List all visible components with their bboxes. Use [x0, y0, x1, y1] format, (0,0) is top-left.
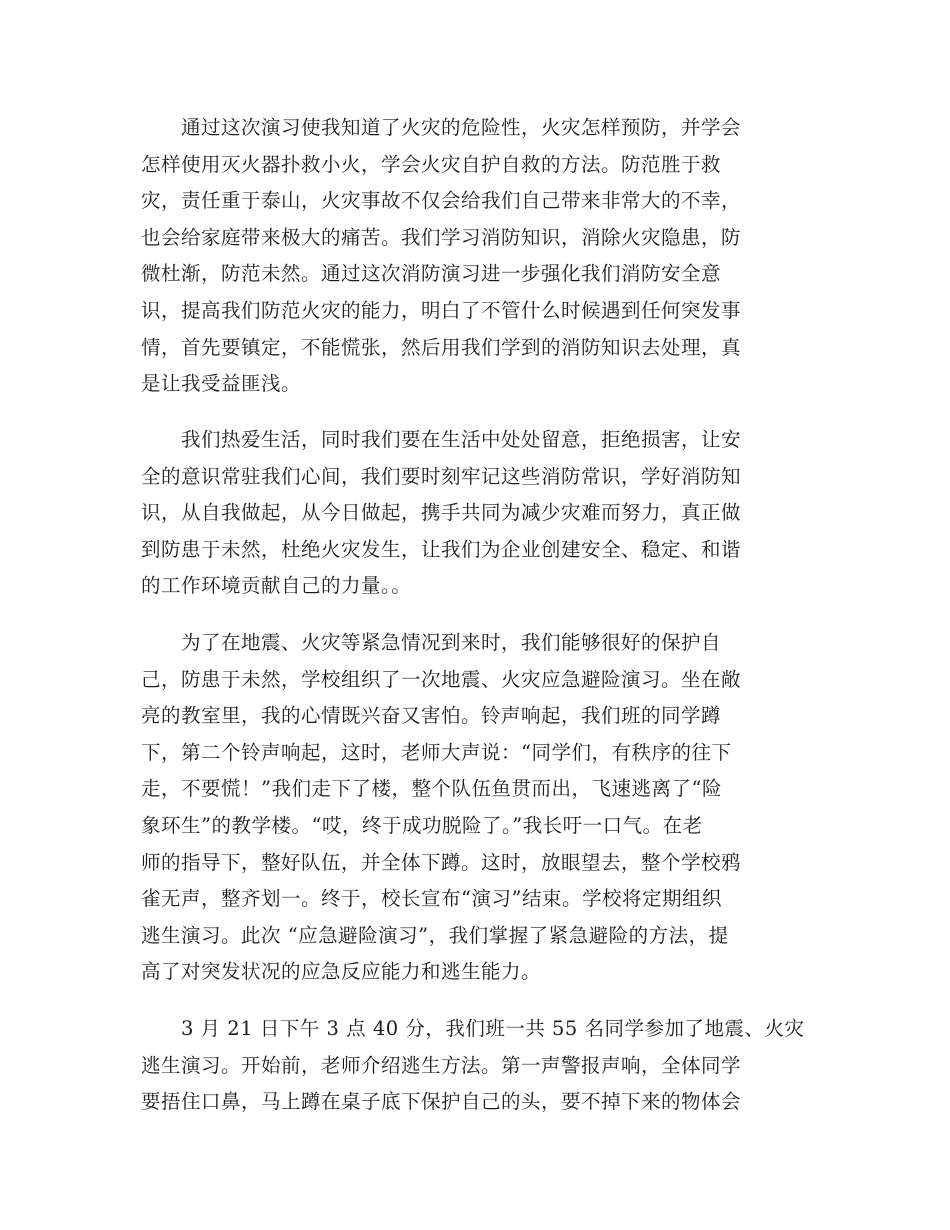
text-line: 雀无声，整齐划一。终于，校长宣布“演习”结束。学校将定期组织: [141, 887, 722, 911]
text-line: 我们热爱生活，同时我们要在生活中处处留意，拒绝损害，让安: [141, 428, 742, 451]
paragraph-fire-drill-reflection: [141, 110, 741, 403]
text-line: 通过这次演习使我知道了火灾的危险性，火灾怎样预防，并学会: [141, 116, 742, 139]
text-line: 微杜渐，防范未然。通过这次消防演习进一步强化我们消防安全意: [141, 262, 722, 286]
text-line: 象环生”的教学楼。“哎，终于成功脱险了。”我长吁一口气。在老: [141, 813, 703, 837]
paragraph-safety-awareness: [141, 422, 741, 605]
text-line: 是让我受益匪浅。: [141, 372, 302, 396]
paragraph-earthquake-drill: [141, 1011, 805, 1121]
text-line: 师的指导下，整好队伍，并全体下蹲。这时，放眼望去，整个学校鸦: [141, 850, 742, 874]
text-line: 逃生演习。此次 “应急避险演习”，我们掌握了紧急避险的方法，提: [141, 923, 729, 947]
text-line: 走，不要慌！”我们走下了楼，整个队伍鱼贯而出，飞速逃离了“险: [141, 777, 722, 801]
paragraph-evacuation-drill: [141, 625, 741, 991]
text-line: 逃生演习。开始前，老师介绍逃生方法。第一声警报声响，全体同学: [141, 1053, 742, 1077]
text-line: 也会给家庭带来极大的痛苦。我们学习消防知识，消除火灾隐患，防: [141, 225, 742, 249]
text-line: 为了在地震、火灾等紧急情况到来时，我们能够很好的保护自: [141, 631, 722, 654]
text-line: 全的意识常驻我们心间，我们要时刻牢记这些消防常识，学好消防知: [141, 464, 742, 488]
text-line: 到防患于未然，杜绝火灾发生，让我们为企业创建安全、稳定、和谐: [141, 537, 742, 561]
text-line: 识，提高我们防范火灾的能力，明白了不管什么时候遇到任何突发事: [141, 298, 742, 322]
text-line: 高了对突发状况的应急反应能力和逃生能力。: [141, 960, 542, 984]
text-line: 怎样使用灭火器扑救小火，学会火灾自护自救的方法。防范胜于救: [141, 152, 722, 176]
text-line: 灾，责任重于泰山，火灾事故不仅会给我们自己带来非常大的不幸，: [141, 189, 742, 213]
text-line: 情，首先要镇定，不能慌张，然后用我们学到的消防知识去处理，真: [141, 335, 742, 359]
text-line: 要捂住口鼻，马上蹲在桌子底下保护自己的头，要不掉下来的物体会: [141, 1090, 742, 1114]
text-line: 己，防患于未然，学校组织了一次地震、火灾应急避险演习。坐在敞: [141, 667, 742, 691]
text-line: 3 月 21 日下午 3 点 40 分，我们班一共 55 名同学参加了地震、火灾: [141, 1017, 805, 1040]
text-line: 下，第二个铃声响起，这时，老师大声说：“同学们，有秩序的往下: [141, 740, 732, 764]
text-line: 识，从自我做起，从今日做起，携手共同为减少灾难而努力，真正做: [141, 501, 742, 525]
text-line: 的工作环境贡献自己的力量。。: [141, 574, 412, 598]
text-line: 亮的教室里，我的心情既兴奋又害怕。铃声响起，我们班的同学蹲: [141, 704, 722, 728]
